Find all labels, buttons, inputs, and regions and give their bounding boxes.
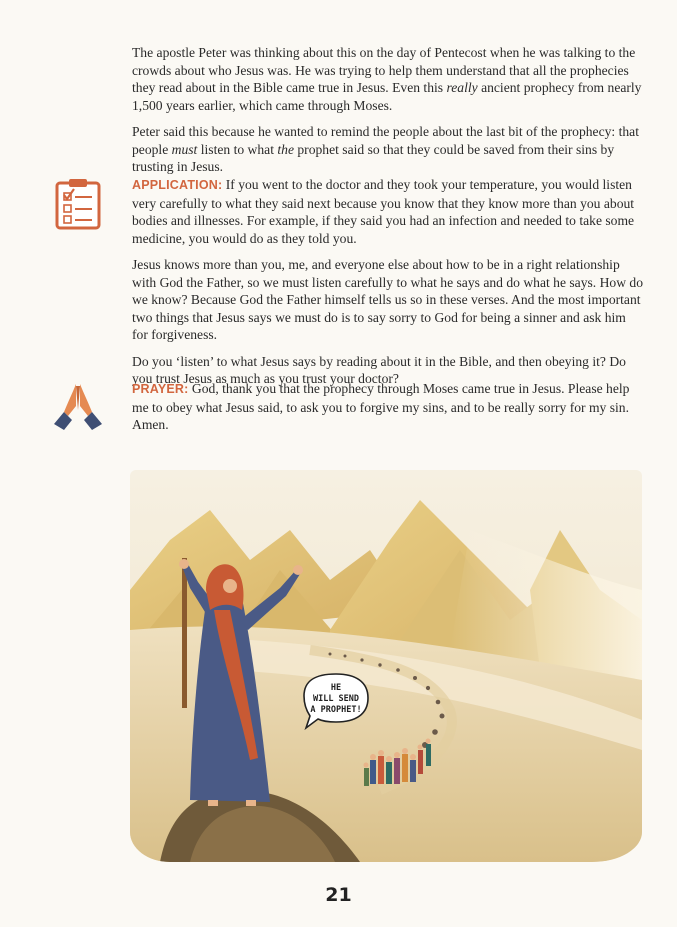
application-label: APPLICATION: [132, 178, 223, 192]
paragraph-pentecost: The apostle Peter was thinking about this on the day of Pentecost when he was talking to the crowds about who Jesus was. He was trying to help them understand that all the prophecies they read about in the Bible came true in Jesus. Even this really ancient prophecy from nearly 1,500 years earlier, which came through Moses. [132, 45, 642, 113]
bubble-line-1: HE [330, 683, 342, 693]
prayer-section [132, 380, 644, 443]
clipboard-checklist-icon [54, 178, 102, 235]
prayer-paragraph: PRAYER: God, thank you that the prophecy through Moses came true in Jesus. Please help me to obey what Jesus said, to ask you to forgive my sins, and to be really sorry for my sin. Amen. [132, 381, 630, 432]
prayer-label: PRAYER: [132, 382, 189, 396]
page-number: 21 [325, 884, 352, 906]
application-paragraph-1: APPLICATION: If you went to the doctor and they took your temperature, you would listen very carefully to what they said next because you know that they know more than you about bodies and illnesses. For example, if they said you had an infection and needed to take some medicine, you would do as they told you. [132, 177, 635, 246]
application-paragraph-3: Do you ‘listen’ to what Jesus says by reading about it in the Bible, and then obeying it? Do you trust Jesus as much as you trust your doctor? [132, 353, 626, 386]
bubble-line-2: WILL SEND [312, 694, 360, 704]
application-section [132, 176, 644, 397]
praying-hands-icon [52, 380, 104, 437]
bubble-line-3: A PROPHET! [310, 705, 362, 715]
intro-text [132, 44, 644, 185]
paragraph-reminder: Peter said this because he wanted to remind the people about the last bit of the prophecy: that people must listen to what the prophet said so that they could be saved from their sins by trusting in Jesus. [132, 124, 639, 174]
moses-illustration [130, 470, 642, 862]
application-paragraph-2: Jesus knows more than you, me, and everyone else about how to be in a right relationship with God the Father, so we must listen carefully to what he says and do what he says. How do we know? Because God the Father himself tells us so in these verses. And the most important two things that Jesus says we must do is to say sorry to God for being a sinner and ask him for forgiveness. [132, 257, 644, 342]
